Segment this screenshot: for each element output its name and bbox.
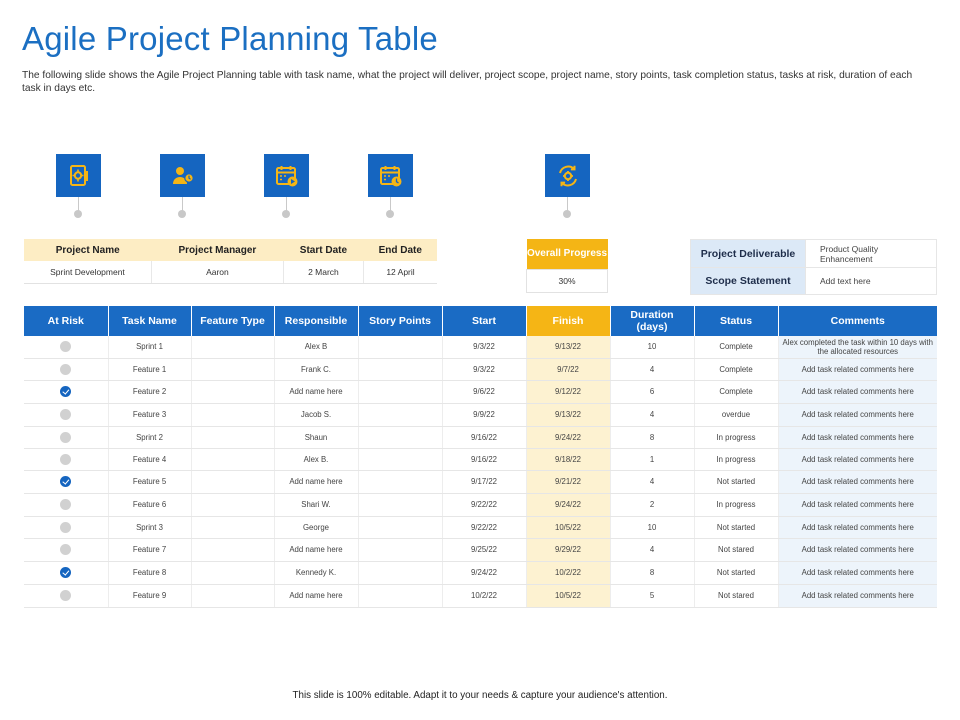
comments-cell: Alex completed the task within 10 days with the allocated resources	[778, 336, 937, 358]
at-risk-cell	[24, 426, 108, 448]
finish-cell: 9/13/22	[526, 403, 610, 426]
status-cell: In progress	[694, 426, 778, 448]
table-row	[24, 493, 937, 516]
feature-type-cell	[191, 493, 274, 516]
at-risk-cell	[24, 538, 108, 561]
task-cell: Feature 1	[108, 358, 191, 380]
project-name-value: Sprint Development	[24, 261, 151, 283]
table-row	[24, 426, 937, 448]
start-cell: 9/16/22	[442, 448, 526, 470]
at-risk-cell	[24, 516, 108, 538]
table-row	[24, 516, 937, 538]
comments-cell: Add task related comments here	[778, 358, 937, 380]
connector-dot	[563, 210, 571, 218]
progress-cycle-icon	[545, 154, 590, 197]
task-cell: Feature 4	[108, 448, 191, 470]
finish-cell: 9/24/22	[526, 493, 610, 516]
overall-progress-value: 30%	[527, 269, 608, 292]
responsible-cell: Add name here	[274, 470, 358, 493]
comments-cell: Add task related comments here	[778, 538, 937, 561]
table-row	[24, 470, 937, 493]
table-row	[24, 358, 937, 380]
finish-cell: 9/12/22	[526, 380, 610, 403]
at-risk-cell	[24, 470, 108, 493]
task-cell: Feature 9	[108, 584, 191, 607]
feature-type-cell	[191, 380, 274, 403]
feature-type-cell	[191, 516, 274, 538]
status-cell: In progress	[694, 448, 778, 470]
story-points-cell	[358, 538, 442, 561]
start-cell: 9/9/22	[442, 403, 526, 426]
task-table	[24, 306, 937, 608]
duration-cell: 4	[610, 538, 694, 561]
feature-type-header: Feature Type	[191, 306, 274, 336]
deliverable-table	[690, 239, 937, 295]
responsible-header: Responsible	[274, 306, 358, 336]
manager-icon	[160, 154, 205, 197]
comments-cell: Add task related comments here	[778, 584, 937, 607]
check-circle-icon	[60, 567, 71, 578]
comments-cell: Add task related comments here	[778, 561, 937, 584]
task-cell: Feature 5	[108, 470, 191, 493]
feature-type-cell	[191, 470, 274, 493]
start-cell: 9/24/22	[442, 561, 526, 584]
story-points-cell	[358, 403, 442, 426]
start-date-header: Start Date	[283, 239, 363, 261]
story-points-header: Story Points	[358, 306, 442, 336]
duration-cell: 4	[610, 470, 694, 493]
start-cell: 9/22/22	[442, 493, 526, 516]
duration-cell: 8	[610, 561, 694, 584]
finish-header: Finish	[526, 306, 610, 336]
story-points-cell	[358, 358, 442, 380]
connector-line	[182, 197, 183, 211]
project-info-table	[24, 239, 437, 284]
finish-cell: 10/2/22	[526, 561, 610, 584]
calendar-clock-icon	[368, 154, 413, 197]
overall-progress-box	[526, 239, 608, 293]
at-risk-cell	[24, 493, 108, 516]
responsible-cell: Shaun	[274, 426, 358, 448]
project-manager-header: Project Manager	[151, 239, 283, 261]
status-cell: overdue	[694, 403, 778, 426]
feature-type-cell	[191, 358, 274, 380]
responsible-cell: Jacob S.	[274, 403, 358, 426]
finish-cell: 9/24/22	[526, 426, 610, 448]
responsible-cell: Alex B	[274, 336, 358, 358]
at-risk-cell	[24, 358, 108, 380]
status-cell: Not started	[694, 516, 778, 538]
empty-circle-icon	[60, 522, 71, 533]
start-cell: 9/3/22	[442, 358, 526, 380]
comments-cell: Add task related comments here	[778, 403, 937, 426]
empty-circle-icon	[60, 544, 71, 555]
check-circle-icon	[60, 476, 71, 487]
responsible-cell: George	[274, 516, 358, 538]
status-cell: Not started	[694, 561, 778, 584]
comments-header: Comments	[778, 306, 937, 336]
finish-cell: 9/18/22	[526, 448, 610, 470]
responsible-cell: Kennedy K.	[274, 561, 358, 584]
page-subtitle: The following slide shows the Agile Project Planning table with task name, what the project will deliver, project scope, project name, story points, task completion status, tasks at risk, duration of each task in days etc.	[22, 70, 913, 94]
connector-dot	[74, 210, 82, 218]
table-row	[24, 448, 937, 470]
feature-type-cell	[191, 561, 274, 584]
story-points-cell	[358, 584, 442, 607]
at-risk-cell	[24, 448, 108, 470]
project-manager-value: Aaron	[151, 261, 283, 283]
end-date-header: End Date	[363, 239, 437, 261]
check-circle-icon	[60, 386, 71, 397]
connector-line	[78, 197, 79, 211]
feature-type-cell	[191, 403, 274, 426]
end-date-value: 12 April	[363, 261, 437, 283]
status-cell: Not stared	[694, 584, 778, 607]
connector-line	[286, 197, 287, 211]
project-deliverable-label: Project Deliverable	[691, 240, 806, 268]
responsible-cell: Add name here	[274, 584, 358, 607]
overall-progress-label: Overall Progress	[527, 239, 608, 269]
comments-cell: Add task related comments here	[778, 516, 937, 538]
start-cell: 9/17/22	[442, 470, 526, 493]
task-name-header: Task Name	[108, 306, 191, 336]
duration-cell: 8	[610, 426, 694, 448]
comments-cell: Add task related comments here	[778, 470, 937, 493]
comments-cell: Add task related comments here	[778, 493, 937, 516]
empty-circle-icon	[60, 590, 71, 601]
connector-dot	[178, 210, 186, 218]
task-cell: Sprint 3	[108, 516, 191, 538]
duration-cell: 10	[610, 516, 694, 538]
at-risk-header: At Risk	[24, 306, 108, 336]
at-risk-cell	[24, 584, 108, 607]
at-risk-cell	[24, 561, 108, 584]
table-row	[24, 403, 937, 426]
story-points-cell	[358, 336, 442, 358]
table-row	[24, 584, 937, 607]
empty-circle-icon	[60, 409, 71, 420]
start-cell: 9/16/22	[442, 426, 526, 448]
connector-dot	[386, 210, 394, 218]
empty-circle-icon	[60, 499, 71, 510]
feature-type-cell	[191, 336, 274, 358]
start-cell: 10/2/22	[442, 584, 526, 607]
responsible-cell: Alex B.	[274, 448, 358, 470]
feature-type-cell	[191, 538, 274, 561]
comments-cell: Add task related comments here	[778, 426, 937, 448]
duration-cell: 5	[610, 584, 694, 607]
page-title: Agile Project Planning Table	[22, 20, 438, 57]
start-cell: 9/22/22	[442, 516, 526, 538]
responsible-cell: Frank C.	[274, 358, 358, 380]
at-risk-cell	[24, 336, 108, 358]
empty-circle-icon	[60, 454, 71, 465]
document-settings-icon	[56, 154, 101, 197]
duration-header: Duration (days)	[610, 306, 694, 336]
footer-note: This slide is 100% editable. Adapt it to your needs & capture your audience's attention.	[292, 690, 668, 701]
comments-cell: Add task related comments here	[778, 380, 937, 403]
start-header: Start	[442, 306, 526, 336]
table-row	[24, 538, 937, 561]
status-cell: Complete	[694, 358, 778, 380]
task-cell: Feature 2	[108, 380, 191, 403]
task-cell: Sprint 2	[108, 426, 191, 448]
status-cell: Not started	[694, 470, 778, 493]
story-points-cell	[358, 470, 442, 493]
status-header: Status	[694, 306, 778, 336]
responsible-cell: Add name here	[274, 538, 358, 561]
duration-cell: 4	[610, 358, 694, 380]
connector-dot	[282, 210, 290, 218]
story-points-cell	[358, 493, 442, 516]
project-deliverable-value: Product Quality Enhancement	[806, 240, 937, 268]
empty-circle-icon	[60, 432, 71, 443]
status-cell: Not stared	[694, 538, 778, 561]
connector-line	[567, 197, 568, 211]
start-cell: 9/3/22	[442, 336, 526, 358]
status-cell: In progress	[694, 493, 778, 516]
feature-type-cell	[191, 584, 274, 607]
finish-cell: 9/21/22	[526, 470, 610, 493]
responsible-cell: Shari W.	[274, 493, 358, 516]
calendar-play-icon	[264, 154, 309, 197]
table-row	[24, 380, 937, 403]
status-cell: Complete	[694, 380, 778, 403]
at-risk-cell	[24, 403, 108, 426]
duration-cell: 4	[610, 403, 694, 426]
finish-cell: 10/5/22	[526, 584, 610, 607]
duration-cell: 2	[610, 493, 694, 516]
story-points-cell	[358, 561, 442, 584]
feature-type-cell	[191, 426, 274, 448]
finish-cell: 9/7/22	[526, 358, 610, 380]
comments-cell: Add task related comments here	[778, 448, 937, 470]
finish-cell: 9/29/22	[526, 538, 610, 561]
task-cell: Sprint 1	[108, 336, 191, 358]
table-row	[24, 561, 937, 584]
story-points-cell	[358, 380, 442, 403]
duration-cell: 6	[610, 380, 694, 403]
duration-cell: 10	[610, 336, 694, 358]
connector-line	[390, 197, 391, 211]
scope-statement-value: Add text here	[806, 268, 937, 295]
status-cell: Complete	[694, 336, 778, 358]
feature-type-cell	[191, 448, 274, 470]
finish-cell: 9/13/22	[526, 336, 610, 358]
responsible-cell: Add name here	[274, 380, 358, 403]
table-row	[24, 336, 937, 358]
story-points-cell	[358, 426, 442, 448]
empty-circle-icon	[60, 364, 71, 375]
task-cell: Feature 6	[108, 493, 191, 516]
finish-cell: 10/5/22	[526, 516, 610, 538]
task-cell: Feature 3	[108, 403, 191, 426]
scope-statement-label: Scope Statement	[691, 268, 806, 295]
story-points-cell	[358, 448, 442, 470]
empty-circle-icon	[60, 341, 71, 352]
start-cell: 9/25/22	[442, 538, 526, 561]
start-date-value: 2 March	[283, 261, 363, 283]
at-risk-cell	[24, 380, 108, 403]
project-name-header: Project Name	[24, 239, 151, 261]
story-points-cell	[358, 516, 442, 538]
task-cell: Feature 8	[108, 561, 191, 584]
start-cell: 9/6/22	[442, 380, 526, 403]
task-cell: Feature 7	[108, 538, 191, 561]
duration-cell: 1	[610, 448, 694, 470]
